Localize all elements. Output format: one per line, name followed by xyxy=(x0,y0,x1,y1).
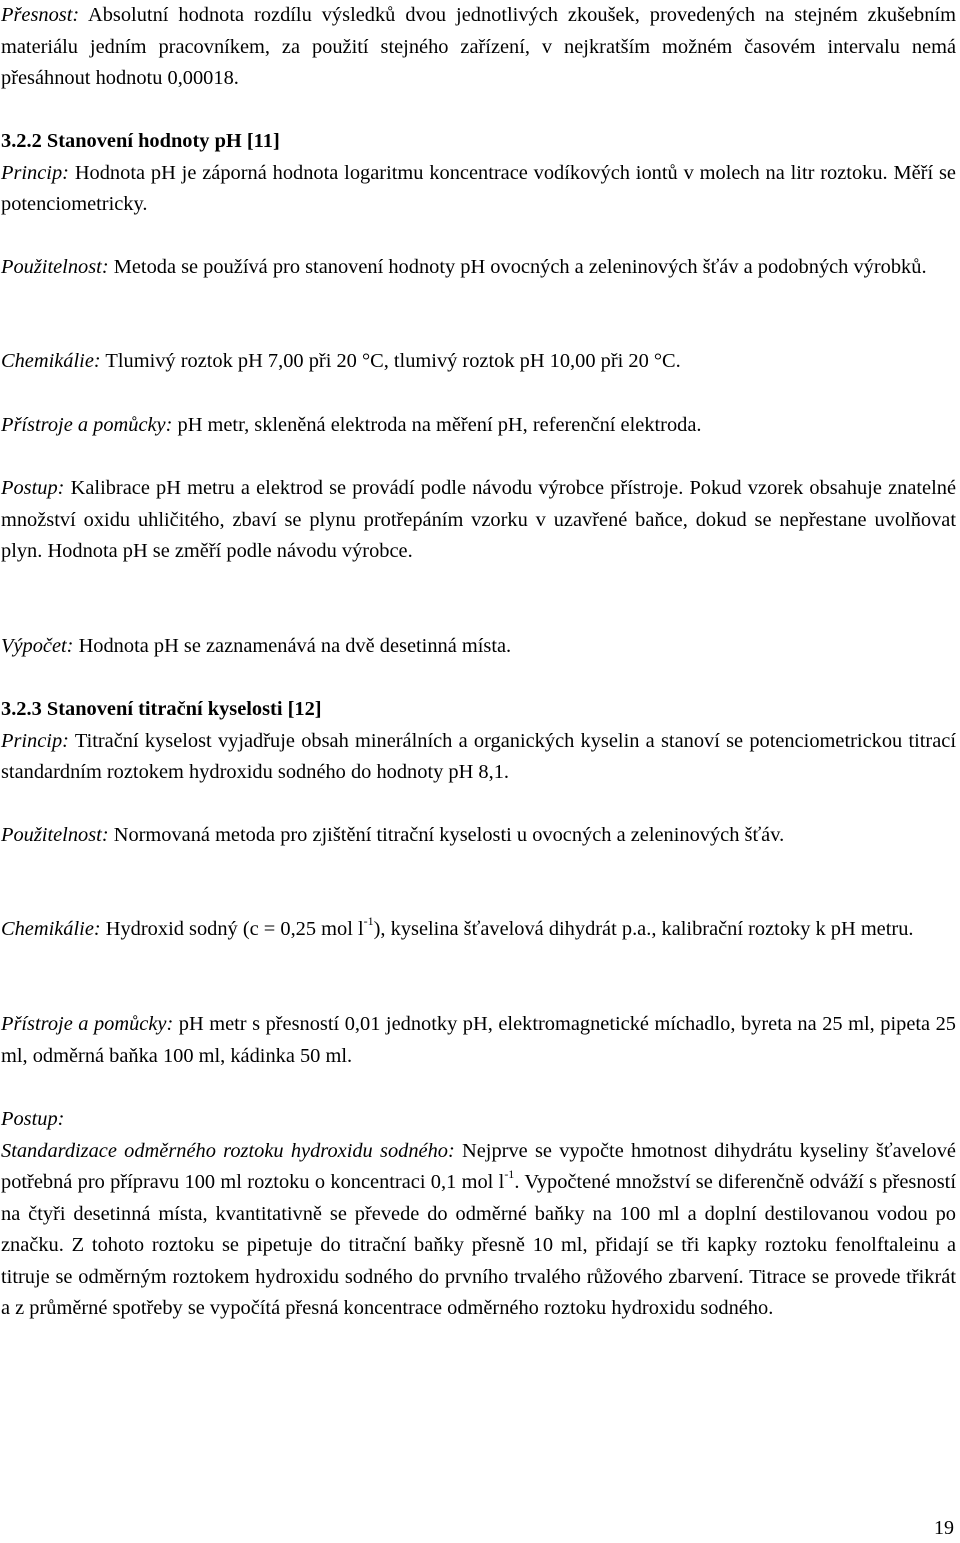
tk-princip-text: Titrační kyselost vyjadřuje obsah minerálních a organických kyselin a stanoví se potenciometrickou titrací standardním roztokem hydroxidu sodného do hodnoty pH 8,1. xyxy=(1,729,956,783)
page-number: 19 xyxy=(934,1517,954,1539)
section-323 xyxy=(1,694,956,789)
ph-pouzitelnost-text: Metoda se používá pro stanovení hodnoty pH ovocných a zeleninových šťáv a podobných výrobků. xyxy=(113,256,927,278)
ph-postup-text: Kalibrace pH metru a elektrod se provádí podle návodu výrobce přístroje. Pokud vzorek obsahuje znatelné množství oxidu uhličitého, zbaví se plynu protřepáním vzorku v uzavřené baňce, dokud se nepřestane uvolňovat plyn. Hodnota pH se změří podle návodu výrobce. xyxy=(1,477,956,562)
ph-pouzitelnost-label: Použitelnost: xyxy=(1,256,109,278)
ph-chemikalie-text: Tlumivý roztok pH 7,00 při 20 °C, tlumivý roztok pH 10,00 při 20 °C. xyxy=(105,350,681,372)
tk-chemikalie-text-a: Hydroxid sodný (c = 0,25 mol l xyxy=(105,918,364,940)
ph-postup-paragraph xyxy=(1,473,956,568)
ph-vypocet-label: Výpočet: xyxy=(1,635,74,657)
presnost-paragraph xyxy=(1,0,956,95)
standardizace-superscript: -1 xyxy=(504,1167,515,1182)
tk-princip-label: Princip: xyxy=(1,729,69,752)
standardizace-text-b: . Vypočtené množství se diferenčně odváží s přesností na čtyři desetinná místa, kvantitativně se převede do odměrné baňky na 100 ml a doplní destilovanou vodou po značku. Z tohoto roztoku se pipetuje do titrační baňky přesně 10 ml, přidají se tři kapky roztoku fenolftaleinu a titruje se odměrným roztokem hydroxidu sodného do prvního trvalého růžového zbarvení. Titrace se provede třikrát a z průměrné spotřeby se vypočítá přesná koncentrace odměrného roztoku hydroxidu sodného. xyxy=(1,1171,956,1319)
presnost-text: Absolutní hodnota rozdílu výsledků dvou jednotlivých zkoušek, provedených na stejném zkušebním materiálu jedním pracovníkem, za použití stejného zařízení, v nejkratším možném časovém intervalu nemá přesáhnout hodnotu 0,00018. xyxy=(1,4,956,89)
tk-pouzitelnost-paragraph xyxy=(1,820,956,852)
ph-pristroje-text: pH metr, skleněná elektroda na měření pH, referenční elektroda. xyxy=(177,414,702,436)
section-322-heading: 3.2.2 Stanovení hodnoty pH [11] xyxy=(1,130,280,152)
tk-pristroje-label: Přístroje a pomůcky: xyxy=(1,1013,174,1035)
tk-chemikalie-paragraph xyxy=(1,914,956,946)
tk-chemikalie-text-b: ), kyselina šťavelová dihydrát p.a., kalibrační roztoky k pH metru. xyxy=(373,918,914,940)
tk-chemikalie-label: Chemikálie: xyxy=(1,918,101,940)
tk-pristroje-paragraph xyxy=(1,1009,956,1072)
ph-chemikalie-paragraph xyxy=(1,346,956,378)
ph-chemikalie-label: Chemikálie: xyxy=(1,350,101,372)
ph-pristroje-paragraph xyxy=(1,410,956,442)
ph-postup-label: Postup: xyxy=(1,477,65,499)
ph-princip-label: Princip: xyxy=(1,161,69,184)
section-323-heading: 3.2.3 Stanovení titrační kyselosti [12] xyxy=(1,698,322,720)
ph-princip-text: Hodnota pH je záporná hodnota logaritmu koncentrace vodíkových iontů v molech na litr roztoku. Měří se potenciometricky. xyxy=(1,161,956,215)
tk-postup-section xyxy=(1,1104,956,1325)
section-322 xyxy=(1,126,956,221)
tk-pristroje-text: pH metr s přesností 0,01 jednotky pH, elektromagnetické míchadlo, byreta na 25 ml, pipeta 25 ml, odměrná baňka 100 ml, kádinka 50 ml. xyxy=(1,1013,956,1067)
standardizace-text-a: Nejprve se vypočte hmotnost dihydrátu kyseliny šťavelové potřebná pro přípravu 100 ml roztoku o koncentraci 0,1 mol l xyxy=(1,1139,956,1193)
presnost-label: Přesnost: xyxy=(1,4,80,26)
tk-postup-label: Postup: xyxy=(1,1108,65,1130)
ph-vypocet-text: Hodnota pH se zaznamenává na dvě desetinná místa. xyxy=(78,635,512,657)
tk-pouzitelnost-label: Použitelnost: xyxy=(1,824,109,846)
standardizace-label: Standardizace odměrného roztoku hydroxidu sodného: xyxy=(1,1139,455,1162)
ph-vypocet-paragraph xyxy=(1,631,956,663)
ph-pristroje-label: Přístroje a pomůcky: xyxy=(1,414,173,436)
tk-pouzitelnost-text: Normovaná metoda pro zjištění titrační kyselosti u ovocných a zeleninových šťáv. xyxy=(113,824,785,846)
tk-chemikalie-superscript: -1 xyxy=(363,914,374,929)
ph-pouzitelnost-paragraph xyxy=(1,252,956,284)
